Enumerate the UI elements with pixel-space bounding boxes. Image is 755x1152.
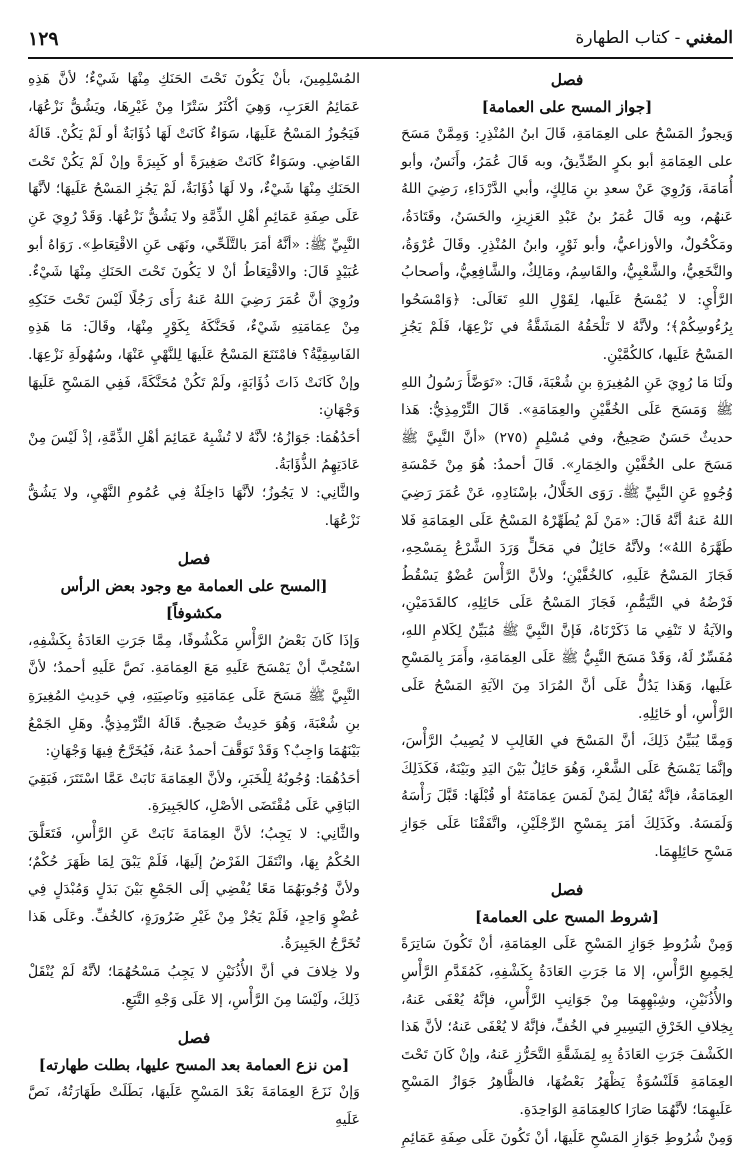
paragraph: وَمِمَّا يُبَيِّنُ ذَلِكَ، أنَّ المَسْحَ في الغَالِبِ لا يُصِيبُ الرَّأْسَ، وإنَّمَا يَمْسَحُ عَلَى الشَّعْرِ، وَهُوَ حَائِلٌ بَيْنَ اليَدِ وبَيْنَهُ، فَكَذَلِكَ العِمَامَةُ، فإنَّهُ يُقَالُ لِمَنْ لَمَسَ عِمَامَتَهُ أو قُبْلَهَا: قَبَّلَ رَأْسَهُ وَلَمَسَهُ. وكَذَلِكَ أمَرَ بِمَسْحِ الرِّجْلَيْنِ، واتَّفَقْنَا عَلَى جَوَازِ مَسْحِ حَائِلِهِمَا. (401, 733, 733, 860)
paragraph: وَيجوزُ المَسْحُ على العِمَامَةِ، قَالَ ابنُ المُنْذِرِ: وَمِمَّنْ مَسَحَ على العِمَامَةِ أبو بكرٍ الصِّدِّيقُ، وبه قَالَ عُمَرُ، وأَنَسٌ، وأبو أُمَامَةَ، وَرُوِيَ عَنْ سعدِ بنِ مَالِكٍ، وأبي الدَّرْدَاءِ، رَضِيَ اللهُ عَنهُم، وبِه قَالَ عُمَرُ بنُ عَبْدِ العَزِيزِ، والحَسَنُ، وقَتَادَةُ، ومَكْحُولٌ، والأوزاعيُّ، وأبو ثَوْرٍ، وابنُ المُنْذِرِ. وقَالَ عُرْوَةُ، والنَّخَعِيُّ، والشَّعْبِيُّ، والقَاسِمُ، ومَالِكٌ، والشَّافِعِيُّ، وأصحابُ الرَّأْيِ: لا يُمْسَحُ عَلَيها، لِقَوْلِ اللهِ تَعَالَى: ﴿وَامْسَحُوا بِرُءُوسِكُمْ﴾؛ ولأنَّهُ لا تَلْحَقُهُ المَشَقَّةُ في نَزْعِهَا، فَلَمْ يَجُزِ المَسْحُ عَلَيها، كالكُمَّيْنِ. (401, 126, 733, 363)
paragraph: والثَّانِي: لا يَجِبُ؛ لأنَّ العِمَامَةَ نَابَتْ عَنِ الرَّأْسِ، فَتَعَلَّقَ الحُكْمُ بِهَا، وانْتَقَلَ الفَرْضُ إلَيهَا، فَلَمْ يَبْقَ لِمَا ظَهَرَ حُكْمٌ؛ ولأنَّ وُجُوبَهُمَا مَعًا يُفْضِي إلَى الجَمْعِ بَيْنَ بَدَلٍ وَمُبْدَلٍ فِي عُضْوٍ وَاحِدٍ، فَلَمْ يَجُزْ مِنْ غَيْرِ ضَرُورَةٍ، كالخُفِّ. وعَلَى هَذا تُخَرَّجُ الجَبِيرَةُ. (28, 826, 360, 953)
section-heading: فصل (550, 70, 584, 89)
book-title (575, 28, 733, 48)
paragraph: أحَدُهُمَا: وُجُوبُهُ لِلْخَبَرِ، ولأنَّ العِمَامَةَ نَابَتْ عَمَّا اسْتَتَرَ، فَبَقِيَ البَاقِي عَلَى مُقْتَضَى الأصْلِ، كالجَبِيرَةِ. (28, 770, 360, 815)
paragraph: ولَنَا مَا رُوِيَ عَنِ المُغِيرَةِ بنِ شُعْبَةَ، قَالَ: «تَوَضَّأَ رَسُولُ اللهِ ﷺ وَمَسَحَ عَلَى الخُفَّيْنِ والعِمَامَةِ». قَالَ التِّرْمِذِيُّ: هَذا حديثٌ حَسَنٌ صَحِيحٌ، وفي مُسْلِمٍ (٢٧٥) «أنَّ النَّبِيَّ ﷺ مَسَحَ على الخُفَّيْنِ والخِمَارِ». قَالَ أحمدُ: هُوَ مِنْ خَمْسَةِ وُجُوهٍ عَنِ النَّبِيِّ ﷺ. رَوَى الخَلَّالُ، بإسْنَادِهِ، عَنْ عُمَرَ رَضِيَ اللهُ عَنهُ أنَّهُ قَالَ: «مَنْ لَمْ يُطَهِّرْهُ المَسْحُ عَلَى العِمَامَةِ فَلا طَهَّرَهُ اللهُ»؛ ولأنَّهُ حَائِلٌ في مَحَلٍّ وَرَدَ الشَّرْعُ بِمَسْحِهِ، فَجَازَ المَسْحُ عَلَيهِ، كالخُفَّيْنِ؛ ولأنَّ الرَّأْسَ عُضْوٌ يَسْقُطُ فَرْضُهُ في التَّيَمُّمِ، فَجَازَ المَسْحُ عَلَى حَائِلِهِ، كالقَدَمَيْنِ، والآيَةُ لا تَنْفِي مَا ذَكَرْنَاهُ، فَإنَّ النَّبِيَّ ﷺ مُبَيِّنٌ لِكَلامِ اللهِ، مُفَسِّرٌ لَهُ، وَقَدْ مَسَحَ النَّبِيُّ ﷺ عَلَى العِمَامَةِ، وأَمَرَ بِالمَسْحِ عَلَيها، وَهَذا يَدُلُّ عَلَى أنَّ المُرَادَ مِنَ الآيَةِ المَسْحُ عَلَى الرَّأْسِ، أو حَائِلِهِ. (401, 374, 733, 722)
running-header (28, 26, 733, 52)
paragraph: أحَدُهُمَا: جَوَازُهُ؛ لأنَّهُ لا تُشْبِهُ عَمَائِمَ أهْلِ الذِّمَّةِ، إذْ لَيْسَ مِنْ عَادَتِهِمُ الذُّؤَابَةُ. (28, 429, 360, 474)
paragraph: وَإنْ نَزَعَ العِمَامَةَ بَعْدَ المَسْحِ عَلَيهَا، بَطَلَتْ طَهَارَتُهُ، نَصَّ عَلَيهِ (28, 1084, 360, 1128)
section-heading: فصل (550, 880, 584, 900)
section-subheading: [المسح على العمامة مع وجود بعض الرأس (60, 576, 328, 595)
section-heading: فصل (177, 549, 211, 569)
section-subheading: [جواز المسح على العمامة] (481, 97, 653, 116)
book-title-rest: - كتاب الطهارة (575, 28, 686, 48)
left-column (28, 66, 360, 1135)
section-subheading: [شروط المسح على العمامة] (474, 907, 659, 926)
paragraph: وَإذَا كَانَ بَعْضُ الرَّأْسِ مَكْشُوفًا، مِمَّا جَرَتِ العَادَةُ بِكَشْفِهِ، اسْتُحِبَّ أنْ يَمْسَحَ عَلَيهِ مَعَ العِمَامَةِ. نَصَّ عَلَيهِ أحمدُ؛ لأنَّ النَّبِيَّ ﷺ مَسَحَ عَلَى عِمَامَتِهِ ونَاصِيَتِهِ، فِي حَدِيثِ المُغِيرَةِ بنِ شُعْبَةَ، وَهُوَ حَدِيثٌ صَحِيحٌ. قَالَهُ التِّرْمِذِيُّ. وهَلِ الجَمْعُ بَيْنَهُمَا وَاجِبٌ؟ وَقَدْ تَوَقَّفَ أحمدُ عَنهُ، فَيُخَرَّجُ فِيهَا وَجْهَانِ: (28, 632, 360, 760)
paragraph: المُسْلِمِينَ، بأنْ يَكُونَ تَحْتَ الحَنَكِ مِنْهَا شَيْءٌ؛ لأنَّ هَذِهِ عَمَائِمُ العَرَبِ، وَهِيَ أكْثَرُ سَتْرًا مِنْ غَيْرِهَا، ويَشُقُّ نَزْعُهَا، فَيَجُوزُ المَسْحُ عَلَيهَا، سَوَاءٌ كَانَتْ لَهَا ذُؤَابَةٌ أو لَمْ يَكُنْ. قَالَهُ القَاضِي. وسَوَاءٌ كَانَتْ صَغِيرَةً أو كَبِيرَةً وإنْ لَمْ يَكُنْ تَحْتَ الحَنَكِ مِنْهَا شَيْءٌ، ولا لَهَا ذُؤَابَةٌ، لَمْ يَجُزِ المَسْحُ عَلَيهَا؛ لأنَّهَا عَلَى صِفَةِ عَمَائِمِ أهْلِ الذِّمَّةِ ولا يَشُقُّ نَزْعُهَا. وَقَدْ رُوِيَ عَنِ النَّبِيِّ ﷺ: «أنَّهُ أمَرَ بالتَّلَحِّي، ونَهَى عَنِ الاقْتِعَاطِ». رَوَاهُ أبو عُبَيْدٍ قَالَ: والاقْتِعَاطُ أنْ لا يَكُونَ تَحْتَ الحَنَكِ مِنْهَا شَيْءٌ. ورُوِيَ أنَّ عُمَرَ رَضِيَ اللهُ عَنهُ رَأَى رَجُلًا لَيْسَ تَحْتَ حَنَكِهِ مِنْ عِمَامَتِهِ شَيْءٌ، فَحَنَّكَهُ بِكَوْرٍ مِنْهَا، وقَالَ: مَا هَذِهِ الفَاسِقِيَّةُ؟ فامْتَنَعَ المَسْحُ عَلَيهَا لِلنَّهْيِ عَنْهَا، وسُهُولَةِ نَزْعِهَا. وإنْ كَانَتْ ذَاتَ ذُؤَابَةٍ، ولَمْ تَكُنْ مُحَنَّكَةً، فَفِي المَسْحِ عَلَيهَا وَجْهَانِ: (28, 71, 360, 419)
section-heading: فصل (177, 1028, 211, 1048)
header-rule (28, 57, 733, 59)
section-subheading: [من نزع العمامة بعد المسح عليها، بطلت طهارته] (38, 1055, 350, 1074)
paragraph: والثَّانِي: لا يَجُوزُ؛ لأنَّهَا دَاخِلَةٌ فِي عُمُومِ النَّهْيِ، ولا يَشُقُّ نَزْعُهَا. (28, 484, 360, 529)
paragraph: ولا خِلافَ في أنَّ الأُذُنَيْنِ لا يَجِبُ مَسْحُهُمَا؛ لأنَّهُ لَمْ يُنْقَلْ ذَلِكَ، ولَيْسَا مِنَ الرَّأْسِ، إلا عَلَى وَجْهِ التَّبَعِ. (28, 964, 360, 1008)
book-title-bold: المغني (685, 28, 733, 48)
right-column (401, 66, 733, 1152)
paragraph: وَمِنْ شُرُوطِ جَوَازِ المَسْحِ عَلَى العِمَامَةِ، أنْ تَكُونَ سَاتِرَةً لِجَمِيعِ الرَّأْسِ، إلا مَا جَرَتِ العَادَةُ بِكَشْفِهِ، كَمُقَدَّمِ الرَّأْسِ والأُذُنَيْنِ، وشِبْهِهِمَا مِنْ جَوَانِبِ الرَّأْسِ، فإنَّهُ يُعْفَى عَنهُ، بِخِلافِ الخَرْقِ اليَسِيرِ في الخُفِّ، فإنَّهُ لا يُعْفَى عَنهُ؛ لأنَّ هَذا الكَشْفَ جَرَتِ العَادَةُ بِهِ لِمَشَقَّةِ التَّحَرُّزِ عَنهُ، وإنْ كَانَ تَحْتَ العِمَامَةِ قَلَنْسُوَةٌ يَظْهَرُ بَعْضُهَا، فالظَّاهِرُ جَوَازُ المَسْحِ عَلَيهِمَا؛ لأنَّهُمَا صَارَا كالعِمَامَةِ الوَاحِدَةِ. (401, 936, 733, 1118)
section-subheading: مكشوفاً] (165, 604, 223, 623)
page-number: ١٢٩ (28, 28, 59, 50)
paragraph: وَمِنْ شُرُوطِ جَوَازِ المَسْحِ عَلَيهَا، أنْ تَكُونَ عَلَى صِفَةِ عَمَائِمِ (401, 1129, 733, 1146)
